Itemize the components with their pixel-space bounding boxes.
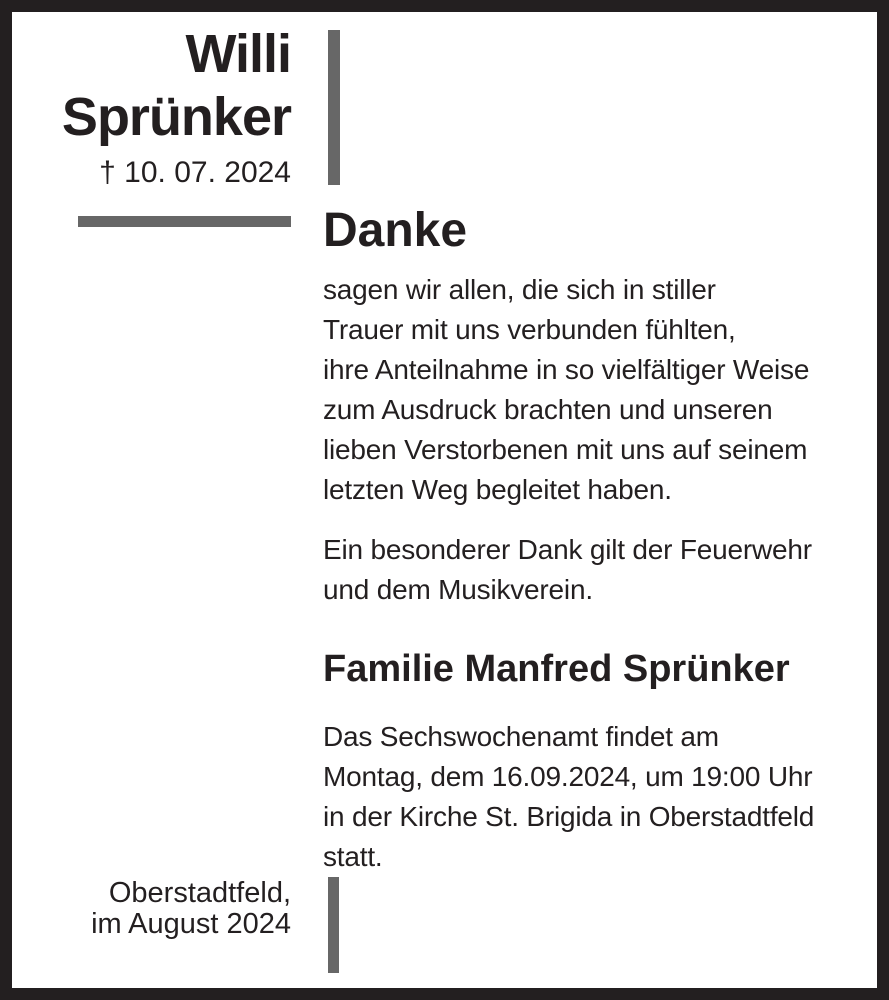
memorial-service-paragraph: [323, 717, 814, 877]
family-signature: Familie Manfred Sprünker: [323, 648, 790, 690]
special-thanks-line: Ein besonderer Dank gilt der Feuerwehr: [323, 534, 812, 565]
service-line: statt.: [323, 841, 383, 872]
thanks-line: zum Ausdruck brachten und unseren: [323, 394, 773, 425]
service-line: Das Sechswochenamt findet am: [323, 721, 719, 752]
deceased-name-line-2: Sprünker: [61, 87, 291, 147]
thanks-heading: Danke: [323, 204, 468, 257]
vertical-divider-bar-top: [328, 30, 340, 185]
service-line: Montag, dem 16.09.2024, um 19:00 Uhr: [323, 761, 813, 792]
thanks-paragraph: [323, 270, 809, 510]
thanks-line: Trauer mit uns verbunden fühlten,: [323, 314, 736, 345]
deceased-name: [12, 23, 291, 149]
closing-place: Oberstadtfeld,: [108, 877, 291, 909]
special-thanks-line: und dem Musikverein.: [323, 574, 593, 605]
service-line: in der Kirche St. Brigida in Oberstadtfeld: [323, 801, 815, 832]
thanks-line: letzten Weg begleitet haben.: [323, 474, 672, 505]
death-date: † 10. 07. 2024: [99, 156, 291, 189]
thanks-line: lieben Verstorbenen mit uns auf seinem: [323, 434, 808, 465]
closing-date: im August 2024: [91, 908, 291, 940]
closing-place-date: [12, 878, 291, 940]
thanks-line: ihre Anteilnahme in so vielfältiger Weise: [323, 354, 810, 385]
special-thanks-paragraph: [323, 530, 812, 610]
thanks-line: sagen wir allen, die sich in stiller: [323, 274, 716, 305]
deceased-name-line-1: Willi: [185, 24, 291, 84]
vertical-divider-bar-bottom: [328, 877, 339, 973]
horizontal-divider-bar: [78, 216, 291, 227]
